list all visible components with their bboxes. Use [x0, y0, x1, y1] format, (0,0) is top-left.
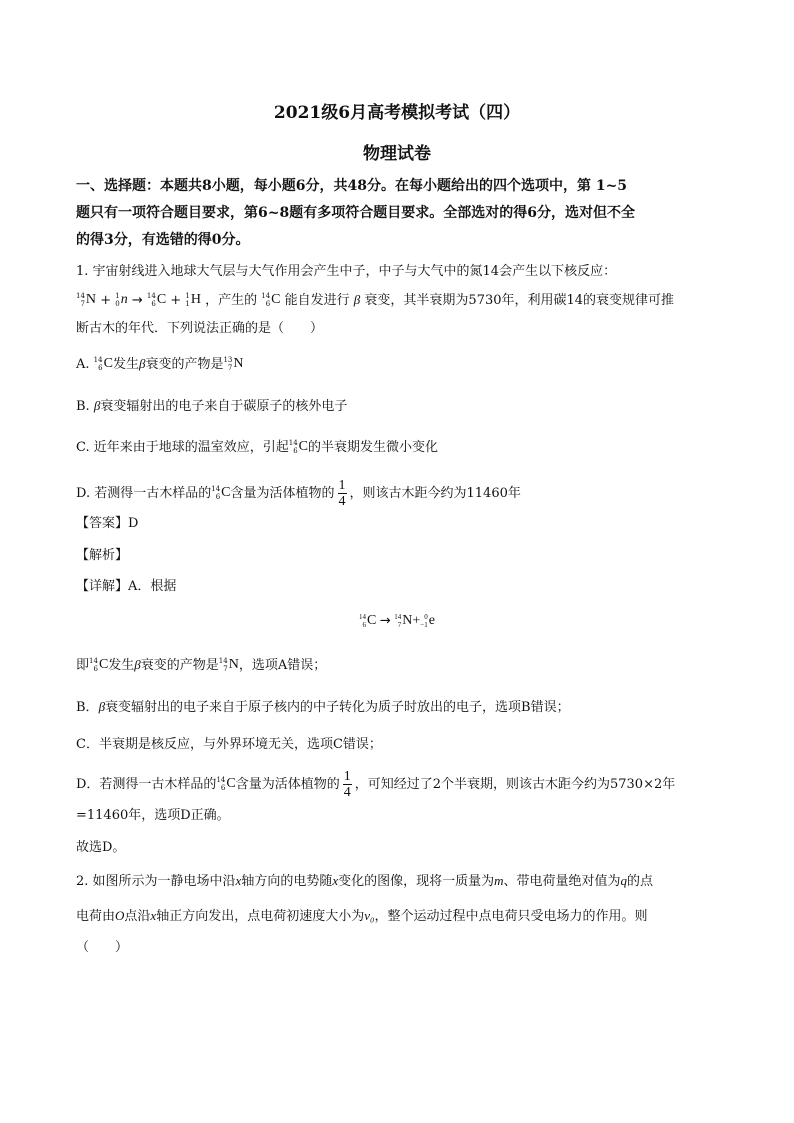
q2-stem-line-1: 2. 如图所示为一静电场中沿x轴方向的电势随x变化的图像，现将一质量为m、带电荷量绝对值为q的点 [76, 873, 654, 889]
nuclide-c14: 14 6 C [89, 657, 109, 674]
exam-title: 2021级6月高考模拟考试（四） [273, 103, 521, 123]
nuclide-c14: 14 6 C [211, 485, 231, 502]
exam-subtitle: 物理试卷 [363, 144, 431, 164]
nuclide-c14: 14 6 C [288, 439, 309, 455]
nuclide-electron: 0 −1 e [420, 613, 435, 629]
q1-option-b: B. β衰变辐射出的电子来自于碳原子的核外电子 [76, 398, 348, 414]
nuclide-h1: 1 1 H [185, 292, 201, 309]
q1-stem-text-a: ，产生的 [205, 293, 258, 308]
q1-solution-d-cont: =11460年，选项D正确。 [76, 808, 230, 823]
beta-symbol: β [134, 657, 141, 672]
var-v0: v₀ [364, 908, 375, 923]
q1-reaction-line [76, 290, 726, 311]
beta-symbol: β [353, 292, 361, 307]
reaction-arrow: → [131, 293, 143, 308]
beta-decay-equation [0, 613, 794, 629]
beta-symbol: β [138, 356, 146, 371]
nuclide-c14: 14 6 C [216, 776, 236, 793]
nuclide-neutron: 1 0 n [115, 292, 128, 309]
q1-analysis-label: 【解析】 [76, 548, 129, 563]
section-instructions-line-3: 的得3分，有选错的得0分。 [76, 232, 250, 248]
var-m: m [494, 873, 504, 888]
q1-option-c: C. 近年来由于地球的温室效应，引起 14 6 C的半衰期发生微小变化 [76, 437, 726, 458]
section-instructions-line-2: 题只有一项符合题目要求，第6~8题有多项符合题目要求。全部选对的得6分，选对但不全 [76, 205, 635, 221]
reaction-arrow: → [379, 613, 391, 629]
nuclide-n13: 13 7 N [223, 356, 244, 373]
q2-stem-line-2: 电荷由O点沿x轴正方向发出，点电荷初速度大小为v₀，整个运动过程中点电荷只受电场力的作用。则 [76, 908, 648, 924]
q1-solution-a: 即 14 6 C发生β衰变的产物是 14 7 N，选项A错误； [76, 655, 726, 676]
nuclide-n14: 14 7 N [76, 292, 97, 309]
q1-stem-line-3: 断古木的年代．下列说法正确的是（ ） [76, 321, 324, 336]
var-q: q [620, 873, 628, 888]
q1-stem-line-1: 1. 宇宙射线进入地球大气层与大气作用会产生中子，中子与大气中的氮14会产生以下核反应： [76, 264, 617, 279]
fraction-one-quarter: $\frac{1}{4}$ [338, 478, 346, 509]
var-o: O [115, 908, 125, 923]
q1-conclusion: 故选D。 [76, 840, 126, 855]
q1-solution-c: C．半衰期是核反应，与外界环境无关，选项C错误； [76, 737, 382, 752]
nuclide-c14: 14 6 C [261, 292, 281, 309]
answer-label: 【答案】 [76, 516, 129, 531]
q1-solution-b: B．β衰变辐射出的电子来自于原子核内的中子转化为质子时放出的电子，选项B错误； [76, 699, 570, 715]
q1-stem-text-c: 衰变，其半衰期为5730年，利用碳14的衰变规律可推 [364, 293, 675, 308]
var-x: x [235, 873, 242, 888]
answer-value: D [128, 516, 139, 531]
var-x: x [332, 873, 339, 888]
nuclide-n14: 14 7 N [218, 657, 239, 674]
detail-label: 【详解】 [76, 579, 129, 594]
q1-stem-text-b: 能自发进行 [284, 293, 350, 308]
q1-option-d: D. 若测得一古木样品的 14 6 C含量为活体植物的 $\frac{1}{4}$ ，则该古木距今约为11460年 [76, 478, 521, 509]
nuclide-n14: 14 7 N [394, 613, 413, 629]
nuclide-c14: 14 6 C [359, 613, 377, 629]
beta-symbol: β [98, 699, 106, 714]
section-instructions-line-1: 一、选择题：本题共8小题，每小题6分，共48分。在每小题给出的四个选项中，第 1~5 [76, 178, 628, 194]
nuclide-c14: 14 6 C [93, 356, 113, 373]
q1-detail-a: 【详解】A．根据 [76, 579, 177, 594]
plus-sign: + [412, 613, 421, 629]
q1-solution-d: D．若测得一古木样品的 14 6 C含量为活体植物的 $\frac{1}{4}$ ，可知经过了2个半衰期，则该古木距今约为5730×2年 [76, 769, 676, 800]
beta-symbol: β [93, 398, 101, 413]
q2-stem-line-3: （ ） [76, 940, 129, 955]
fraction-one-quarter: $\frac{1}{4}$ [343, 769, 351, 800]
q1-answer [76, 514, 726, 534]
nuclide-c14: 14 6 C [146, 292, 167, 309]
plus-sign: + [170, 293, 182, 308]
q1-option-a: A. 14 6 C发生β衰变的产物是 13 7 N [76, 354, 726, 375]
var-x: x [150, 908, 157, 923]
plus-sign: + [100, 293, 112, 308]
